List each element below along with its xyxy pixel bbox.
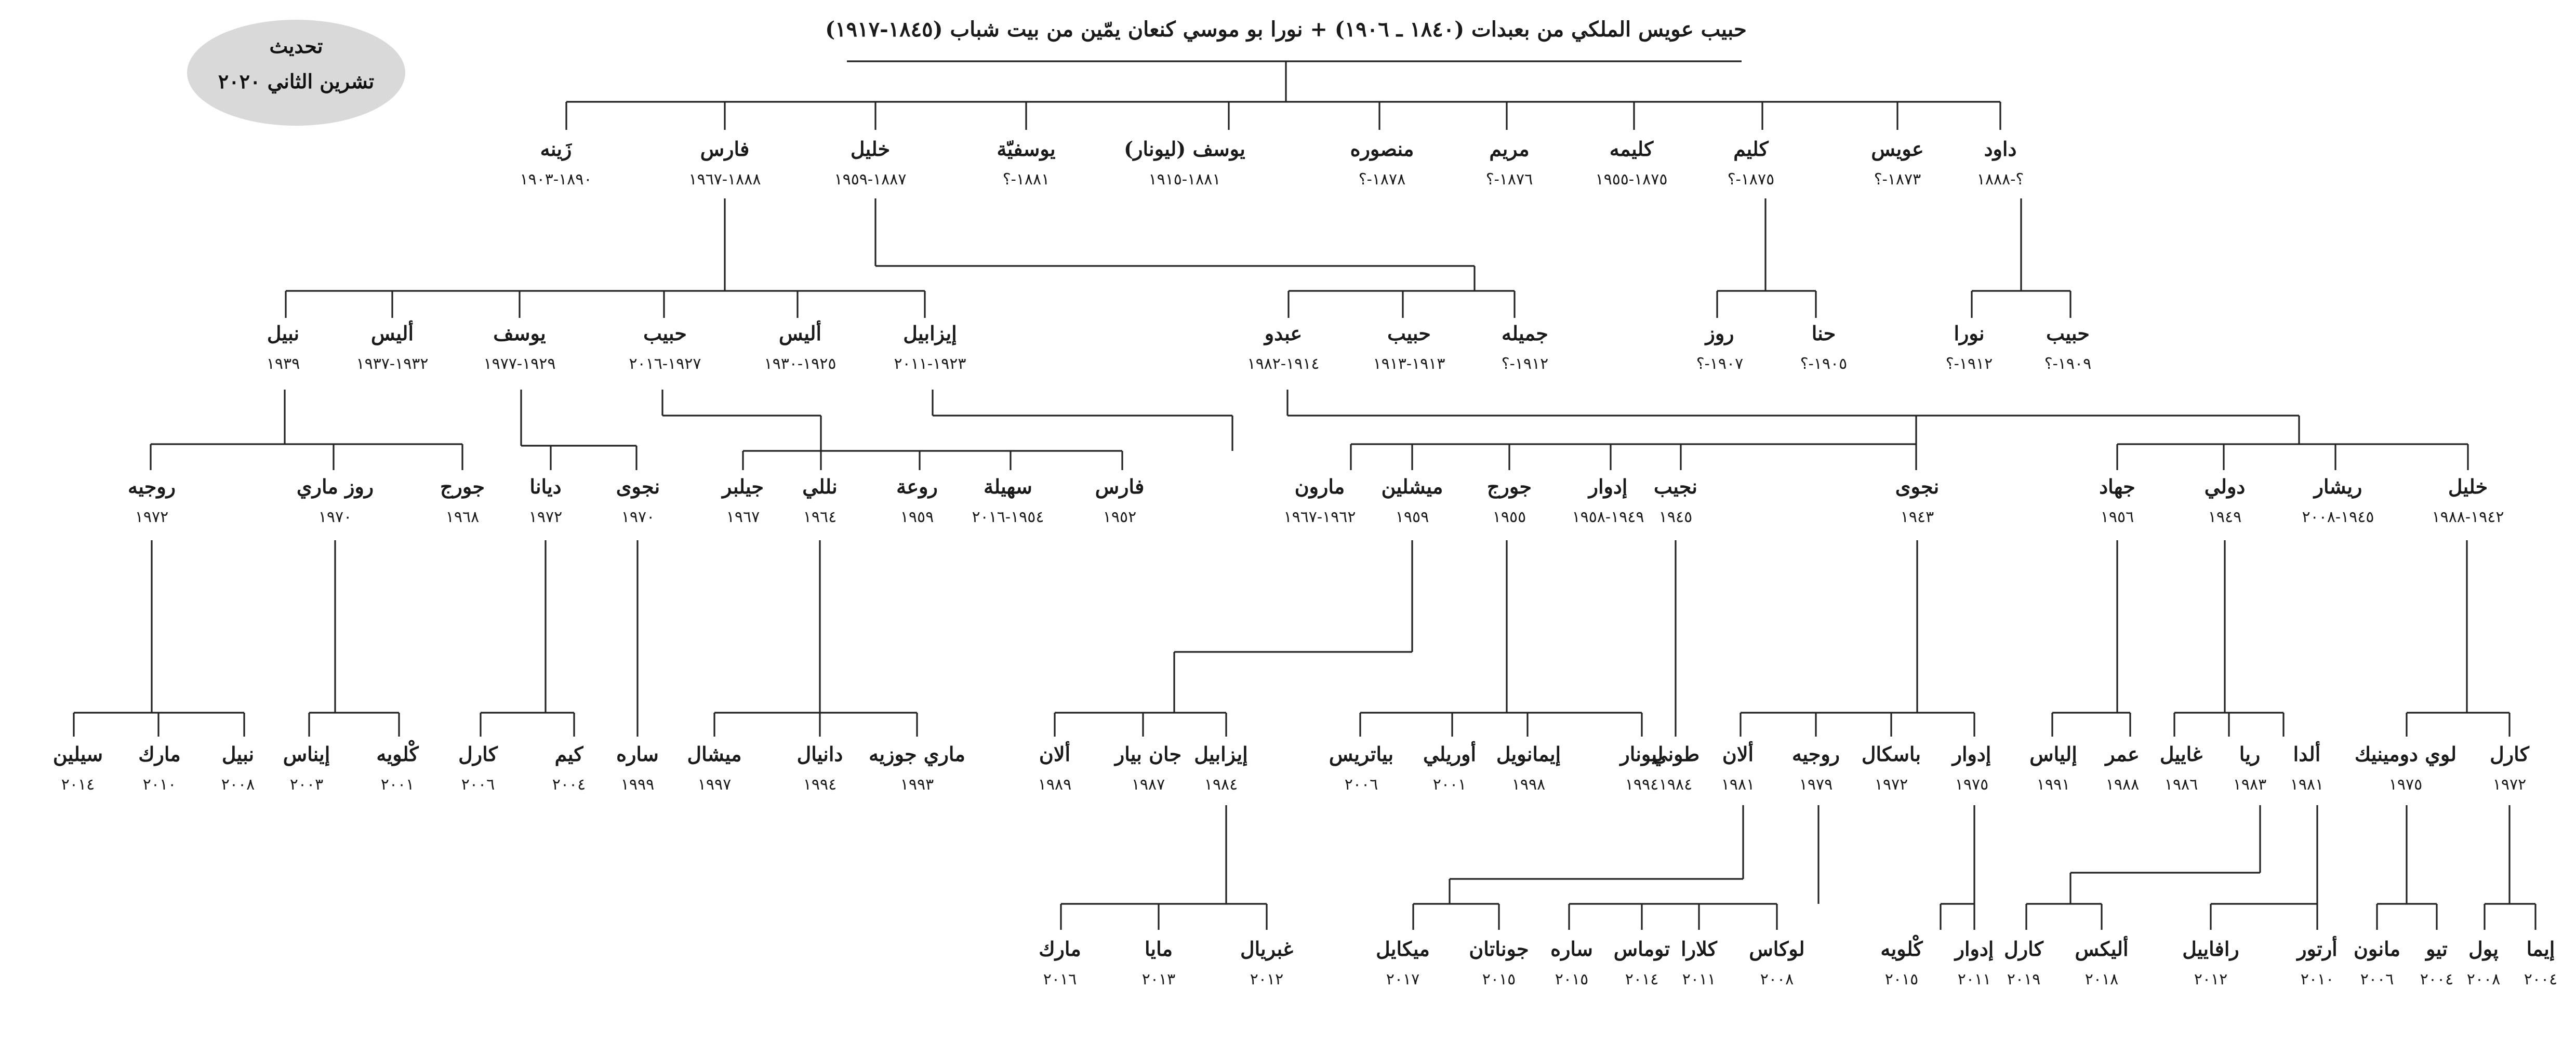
person-node-kulayma	[1595, 137, 1667, 189]
person-dates: ١٩٩٣	[900, 776, 934, 794]
person-name: ألدا	[2293, 742, 2321, 766]
person-name: أليس	[778, 322, 822, 345]
person-node-leonard	[1618, 742, 1663, 794]
person-dates: ١٩٨٨	[2105, 776, 2140, 794]
person-dates: ١٩٩٩	[620, 776, 655, 794]
person-node-kulaym	[1728, 137, 1775, 189]
person-node-clara	[1681, 937, 1718, 989]
person-dates: ٢٠١٠	[2300, 970, 2334, 989]
person-dates: ٢٠١١	[1682, 970, 1716, 989]
person-dates: ٢٠١٨	[2084, 970, 2119, 989]
person-node-rawaa	[896, 475, 938, 526]
person-node-alain2	[1038, 741, 1071, 794]
person-node-celine	[53, 742, 103, 794]
person-dates: ١٩٢٥-١٩٣٠	[764, 355, 836, 373]
person-name: نجوى	[616, 475, 660, 498]
person-name: مارك	[138, 742, 181, 766]
person-dates: ١٩٠٧-؟	[1696, 355, 1744, 373]
person-dates: ١٩٧٢	[2492, 776, 2527, 794]
person-name: كارل	[2490, 742, 2529, 766]
person-dates: ٢٠١٥	[1884, 970, 1919, 989]
person-node-khalil2	[2432, 475, 2504, 526]
person-name: حبيب	[2046, 322, 2090, 345]
person-name: سهيلة	[984, 475, 1032, 498]
person-dates: ١٩٨٣	[2233, 776, 2267, 794]
person-dates: ٢٠١٤	[1625, 970, 1659, 989]
person-name: لوي دومينيك	[2354, 742, 2457, 766]
person-name: جوناتان	[1469, 937, 1529, 960]
person-node-george1	[1487, 475, 1532, 526]
person-node-aurelie	[1423, 741, 1476, 794]
person-dates: ٢٠٠٨	[221, 776, 255, 794]
person-name: إيمانويل	[1496, 742, 1561, 766]
person-name: أوريلي	[1423, 742, 1477, 766]
person-name: روز ماري	[296, 475, 374, 498]
person-node-faris1	[688, 137, 761, 189]
person-dates: ١٩٥٥	[1492, 508, 1526, 526]
person-dates: ١٩٥٩	[900, 508, 934, 526]
person-node-nabil1	[267, 322, 300, 373]
person-name: إدوار	[1588, 475, 1628, 498]
person-name: أرتور	[2297, 937, 2338, 960]
person-name: يوسف (ليونار)	[1124, 137, 1245, 161]
person-name: مانون	[2353, 937, 2401, 960]
person-dates: ١٩٤٥	[1658, 508, 1693, 526]
person-node-mansura	[1350, 137, 1414, 189]
person-dates: ١٩٧٥	[1955, 776, 1989, 794]
person-dates: ٢٠١٣	[1141, 970, 1176, 989]
person-name: تيو	[2426, 937, 2448, 960]
person-name: نورا	[1954, 322, 1985, 345]
person-node-pascal	[1862, 742, 1921, 794]
person-name: سيلين	[52, 742, 103, 766]
person-node-maryam	[1486, 137, 1533, 189]
person-name: يوسف	[493, 322, 546, 345]
person-dates: ٢٠٠١	[1432, 776, 1467, 794]
person-dates: ٢٠١١	[1957, 970, 1991, 989]
person-name: ساره	[1550, 937, 1593, 960]
person-dates: ٢٠١٥	[1555, 970, 1589, 989]
person-node-edouard1	[1572, 475, 1644, 526]
person-name: إيناس	[283, 742, 330, 766]
person-dates: ١٩٦٤	[803, 508, 837, 526]
person-name: إلياس	[2029, 742, 2077, 766]
person-name: عويس	[1871, 137, 1924, 161]
person-node-diana	[529, 475, 562, 526]
person-node-khalil1	[834, 137, 906, 189]
person-node-chloe2	[1880, 935, 1923, 989]
person-dates: ٢٠٠١	[380, 776, 415, 794]
person-node-carl1	[2490, 742, 2530, 794]
person-name: جورج	[440, 475, 485, 498]
person-node-alis2	[356, 320, 428, 373]
person-dates: ١٩٤٣	[1900, 508, 1934, 526]
person-node-ghayyal	[2160, 742, 2202, 794]
person-name: ريا	[2239, 742, 2261, 766]
person-dates: ١٩٨٧	[1131, 776, 1165, 794]
person-dates: ١٩٧٩	[1799, 776, 1833, 794]
person-dates: ٢٠١٩	[2007, 970, 2041, 989]
person-dates: ١٩٨٤	[1204, 776, 1238, 794]
person-name: مارون	[1294, 475, 1345, 498]
person-dates: ١٩٩٤	[1625, 776, 1659, 794]
person-node-alda	[2290, 741, 2323, 794]
person-node-omar	[2104, 742, 2140, 794]
person-dates: ١٩٢٩-١٩٧٧	[483, 355, 556, 373]
person-node-ines	[283, 742, 330, 794]
person-name: روعة	[896, 475, 938, 498]
person-dates: ١٩٥٤-٢٠١٦	[972, 508, 1044, 526]
person-name: نللي	[802, 475, 838, 498]
person-name: خليل	[850, 137, 891, 161]
person-name: روجيه	[1791, 742, 1840, 766]
person-name: دانيال	[796, 742, 843, 766]
person-node-yusfiyya	[997, 137, 1055, 189]
person-node-maroun	[1283, 475, 1356, 526]
person-dates: ١٩٨١	[2290, 776, 2324, 794]
person-name: حبيب	[1387, 322, 1431, 345]
person-dates: ١٨٨٧-١٩٥٩	[834, 170, 907, 189]
person-node-alain1	[1721, 741, 1755, 794]
person-name: دولي	[2204, 475, 2246, 498]
person-dates: ١٩٧٢	[1874, 776, 1908, 794]
person-node-edouard3	[1954, 937, 1994, 989]
person-name: إيما	[2526, 937, 2555, 960]
person-name: خليل	[2448, 475, 2488, 498]
person-dates: ٢٠٠٤	[2524, 970, 2558, 989]
person-dates: ١٩٥٩	[1395, 508, 1429, 526]
person-dates: ١٩٨٤	[1658, 776, 1693, 794]
person-dates: ١٩٢٧-٢٠١٦	[629, 355, 701, 373]
person-name: عمر	[2105, 742, 2140, 766]
person-node-najwa1	[1895, 475, 1939, 526]
update-badge	[187, 20, 405, 126]
person-node-manon	[2354, 937, 2400, 989]
person-dates: ١٨٧٥-١٩٥٥	[1595, 170, 1668, 189]
person-name: لوكاس	[1749, 937, 1805, 960]
person-node-roger2	[1792, 742, 1840, 794]
person-name: فارس	[1095, 475, 1145, 498]
person-node-jihad	[2099, 475, 2135, 526]
person-node-emmanuel	[1496, 742, 1561, 794]
person-node-emma	[2524, 937, 2557, 989]
person-name: بياتريس	[1329, 742, 1394, 766]
person-node-izabel1	[894, 322, 966, 373]
person-node-lucas	[1749, 937, 1804, 989]
person-name: جميله	[1502, 322, 1548, 345]
person-dates: ١٩٠٩-؟	[2044, 355, 2092, 373]
person-dates: ١٩٨٩	[1038, 776, 1072, 794]
person-node-raya	[2233, 742, 2266, 794]
person-name: نجيب	[1654, 475, 1697, 498]
person-dates: ٢٠٠٦	[1344, 776, 1378, 794]
person-node-suhayla	[972, 475, 1044, 526]
person-dates: ٢٠٠٤	[552, 776, 586, 794]
person-name: أليس	[370, 322, 414, 345]
person-dates: ١٩٣٩	[266, 355, 300, 373]
person-dates: ٢٠١٦	[1043, 970, 1077, 989]
person-name: حبيب	[643, 322, 687, 345]
person-name: جورج	[1486, 475, 1532, 498]
person-name: مايا	[1144, 937, 1173, 960]
person-node-mariejosee	[869, 742, 965, 794]
person-node-thomas	[1614, 937, 1670, 989]
person-dates: ١٩٤٢-١٩٨٨	[2432, 508, 2504, 526]
person-dates: ١٩٤٥-٢٠٠٨	[2302, 508, 2374, 526]
person-node-yusuf2	[483, 322, 555, 373]
person-dates: ١٩٤٩-١٩٥٨	[1572, 508, 1644, 526]
person-node-zayna	[520, 137, 592, 189]
person-dates: ١٩٤٩	[2208, 508, 2242, 526]
person-dates: ٢٠٠٤	[2420, 970, 2454, 989]
person-name: كْلويه	[1880, 937, 1923, 960]
person-dates: ١٩٨٦	[2164, 776, 2198, 794]
person-name: حنا	[1811, 322, 1836, 345]
person-dates: ١٩٣٢-١٩٣٧	[356, 355, 429, 373]
person-dates: ١٩٥٦	[2100, 508, 2134, 526]
person-node-gilbert	[721, 475, 764, 526]
person-name: غبريال	[1240, 937, 1294, 960]
person-name: ميشلين	[1381, 475, 1443, 498]
person-dates: ١٨٨٨-١٩٦٧	[688, 170, 761, 189]
person-node-louisdom	[2355, 742, 2457, 794]
person-node-najwa2	[616, 475, 660, 526]
person-name: طوني	[1651, 742, 1700, 766]
person-name: جيلبر	[722, 475, 764, 498]
person-name: ساره	[616, 742, 659, 766]
person-node-nabil2	[221, 742, 255, 794]
person-dates: ١٩٨١	[1721, 776, 1755, 794]
person-name: زَينه	[540, 137, 572, 161]
person-name: يوسفيّة	[997, 137, 1056, 161]
person-name: كليمه	[1609, 137, 1654, 161]
person-dates: ١٩٩٤	[803, 776, 837, 794]
person-node-rosemary	[297, 475, 374, 526]
person-name: روجيه	[127, 475, 176, 498]
person-name: داود	[1984, 137, 2017, 161]
person-dates: ١٩٥٢	[1103, 508, 1137, 526]
person-name: جان بيار	[1114, 742, 1182, 766]
person-name: كيم	[554, 742, 583, 766]
person-node-jamila	[1502, 322, 1549, 373]
person-name: مريم	[1489, 137, 1530, 161]
person-name: كليم	[1733, 137, 1769, 161]
person-node-micheline	[1382, 475, 1443, 526]
person-node-yusuf_leonard	[1124, 137, 1245, 189]
person-node-najib	[1654, 475, 1697, 526]
person-name: فارس	[700, 137, 750, 161]
person-node-mark2	[1039, 937, 1081, 989]
person-dates: ١٩٢٣-٢٠١١	[894, 355, 966, 373]
person-dates: ٢٠١٢	[1250, 970, 1284, 989]
person-name: عبدو	[1264, 322, 1303, 345]
person-node-kim	[552, 742, 586, 794]
person-name: كارل	[458, 742, 498, 766]
person-name: روز	[1705, 322, 1734, 345]
person-dates: ٢٠٠٣	[289, 776, 324, 794]
person-node-jeanpierre	[1113, 742, 1181, 794]
person-node-edouard2	[1951, 742, 1991, 794]
person-name: نبيل	[221, 742, 255, 766]
badge-line2: تشرين الثاني ٢٠٢٠	[218, 70, 375, 93]
person-dates: ١٩٩٨	[1511, 776, 1546, 794]
person-node-alis1	[764, 320, 836, 373]
person-node-habib2	[2044, 322, 2092, 373]
person-node-habib3	[1373, 322, 1445, 373]
person-node-theo	[2420, 937, 2453, 989]
person-name: ألان	[1039, 742, 1071, 766]
person-node-dolly	[2205, 475, 2246, 526]
person-dates: ٢٠١٠	[142, 776, 177, 794]
person-node-faris2	[1095, 475, 1144, 526]
person-node-beatrice	[1329, 742, 1393, 794]
person-node-paul	[2467, 937, 2500, 989]
person-name: كارل	[2004, 937, 2043, 960]
person-name: پول	[2468, 937, 2499, 960]
person-dates: ١٩١٣-١٩١٣	[1373, 355, 1445, 373]
person-name: مارك	[1039, 937, 1081, 960]
tree-title: حبيب عويس الملكي من بعبدات (١٨٤٠ ـ ١٩٠٦) + نورا بو موسي كنعان يمّين من بيت شباب (١٨٤٥-١٩١٧)	[825, 17, 1747, 42]
person-dates: ١٩١٢-؟	[1945, 355, 1993, 373]
person-dates: ١٩٧٠	[318, 508, 352, 526]
person-node-raphael	[2182, 937, 2239, 989]
person-node-carl2	[458, 742, 498, 794]
person-name: إيزابيل	[1194, 742, 1248, 766]
person-dates: ٢٠٠٨	[2466, 970, 2501, 989]
person-node-roger1	[128, 475, 176, 526]
person-name: غاييل	[2159, 742, 2203, 766]
person-name: ميكايل	[1376, 937, 1430, 960]
badge-line1: تحديث	[269, 34, 323, 58]
person-node-elias	[2029, 742, 2077, 794]
person-dates: ٢٠٠٦	[461, 776, 495, 794]
person-dates: ١٩٦٧	[726, 508, 760, 526]
person-dates: ٢٠١٥	[1482, 970, 1516, 989]
person-node-sara1	[616, 742, 659, 794]
person-dates: ٢٠١٤	[61, 776, 95, 794]
person-node-chloe1	[376, 740, 419, 794]
person-dates: ؟-١٨٨٨	[1976, 170, 2024, 189]
person-node-roz	[1696, 322, 1744, 373]
person-name: ألان	[1722, 742, 1754, 766]
people-layer	[53, 137, 2557, 989]
person-dates: ١٩٩١	[2036, 776, 2070, 794]
person-dates: ١٨٧٦-؟	[1485, 170, 1533, 189]
person-node-carl3	[2004, 937, 2044, 989]
person-node-george2	[440, 475, 485, 526]
person-name: منصوره	[1350, 137, 1414, 161]
person-name: ريشار	[2314, 475, 2362, 498]
person-dates: ١٩٩٧	[697, 776, 732, 794]
person-dates: ٢٠٠٦	[2360, 970, 2394, 989]
person-node-gabriel	[1240, 937, 1293, 989]
person-dates: ٢٠١٧	[1386, 970, 1420, 989]
person-dates: ١٩٠٥-؟	[1800, 355, 1848, 373]
person-node-daniel	[797, 742, 843, 794]
person-node-hanna	[1800, 322, 1848, 373]
person-node-izabel2	[1194, 742, 1247, 794]
person-name: نجوى	[1895, 475, 1940, 498]
person-dates: ١٩١٤-١٩٨٢	[1247, 355, 1320, 373]
person-dates: ٢٠١٢	[2194, 970, 2228, 989]
person-dates: ١٨٧٨-؟	[1358, 170, 1406, 189]
person-name: أليكس	[2075, 937, 2129, 960]
person-node-arthur	[2295, 936, 2337, 989]
person-node-maya	[1142, 937, 1175, 989]
person-dates: ١٨٧٥-؟	[1727, 170, 1775, 189]
person-name: إدوار	[1952, 742, 1991, 766]
person-name: كْلويه	[376, 742, 419, 766]
person-dates: ١٩١٢-؟	[1501, 355, 1549, 373]
person-dates: ٢٠٠٨	[1760, 970, 1794, 989]
person-node-michael	[1376, 937, 1430, 989]
person-name: جهاد	[2099, 475, 2135, 498]
person-node-dawud	[1977, 137, 2024, 189]
person-node-uwais	[1871, 137, 1923, 189]
person-name: كلارا	[1681, 937, 1717, 960]
person-name: توماس	[1613, 937, 1670, 960]
person-dates: ١٩٧٢	[528, 508, 563, 526]
person-node-michel	[687, 742, 742, 794]
person-node-jonathan	[1469, 937, 1529, 989]
person-dates: ١٨٧٣-؟	[1874, 170, 1921, 189]
person-node-nora2	[1946, 322, 1993, 373]
person-name: باسكال	[1861, 742, 1921, 766]
person-node-alex	[2075, 936, 2128, 989]
person-name: إدوار	[1955, 937, 1994, 960]
person-name: رافاييل	[2182, 937, 2239, 960]
person-node-sara2	[1550, 937, 1593, 989]
person-node-richard	[2302, 475, 2374, 526]
person-node-abdo	[1247, 322, 1319, 373]
person-name: إيزابيل	[903, 322, 957, 345]
person-dates: ١٩٦٢-١٩٦٧	[1283, 508, 1356, 526]
person-name: ليونار	[1620, 742, 1664, 766]
person-dates: ١٩٦٨	[445, 508, 480, 526]
person-name: ديانا	[529, 475, 562, 498]
person-name: نبيل	[267, 322, 300, 345]
person-dates: ١٩٧٥	[2388, 776, 2423, 794]
person-dates: ١٩٧٠	[621, 508, 655, 526]
person-name: ماري جوزيه	[869, 742, 965, 766]
person-node-habib4	[629, 322, 701, 373]
person-dates: ١٩٧٢	[135, 508, 169, 526]
person-node-nelly	[802, 475, 837, 526]
person-node-mark1	[138, 742, 181, 794]
person-dates: ١٨٩٠-١٩٠٣	[520, 170, 592, 189]
person-dates: ١٨٨١-١٩١٥	[1148, 170, 1221, 189]
person-name: ميشال	[687, 742, 742, 766]
person-dates: ١٨٨١-؟	[1002, 170, 1050, 189]
